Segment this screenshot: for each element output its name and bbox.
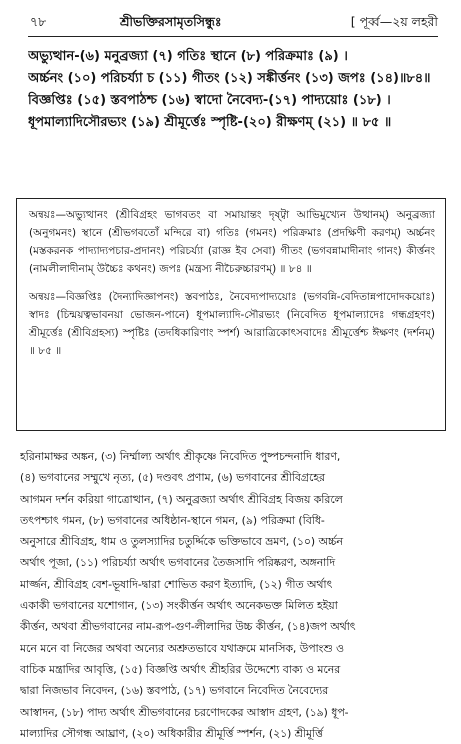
translation-text (20, 446, 444, 744)
verse-line: বিজ্ঞপ্তিঃ (১৫) স্তবপাঠশ্চ (১৬) স্বাদো নৈবেদ্য-(১৭) পাদ্যয়োঃ (১৮) । (28, 93, 391, 108)
translation-line: তৎপশ্চাৎ গমন, (৮) ভগবানের অধিষ্ঠান-স্থানে গমন, (৯) পরিক্রমা (বিধি- (20, 513, 325, 527)
verse-line: ধূপমাল্যাদিসৌরভ্যং (১৯) শ্রীমূর্ত্তেঃ স্পৃষ্টি-(২০) রীক্ষণম্ (২১) ॥ ৮৫ ॥ (28, 115, 392, 130)
verse-line: অর্চ্চনং (১০) পরিচর্য্যা চ (১১) গীতং (১২) সঙ্কীর্ত্তনং (১৩) জপঃ (১৪)॥৮৪॥ (28, 71, 431, 86)
page-header (30, 14, 438, 34)
translation-line: মনে মনে বা নিজের অথবা অন্যের অশ্রুতভাবে যথাক্রমে মানসিক, উপাংশু ও (20, 641, 344, 655)
commentary-paragraph: অন্বয়ঃ—অভ্যুত্থানং (শ্রীবিগ্রহং ভাগবতং বা সমায়ান্তং দৃষ্ট্বা আভিমুখ্যেন উত্থানম্) অনুব্রজ্যা (অনুগমনং) স্থানে (শ্রীভগবতোঁ মন্দিরে বা) গতিঃ (গমনং) পরিক্রমাঃ (প্রদক্ষিণী করণম্) অর্চ্চনং (মস্তকরনক পাদ্যাদ্যপচার-প্রদানং) পরিচর্য্যা (রাজ্ঞ ইব সেবা) গীতং (ভগবন্নামাদীনাং গানং) কীর্ত্তনং (নামলীলাদীনাম্ উচ্চৈঃ কথনং) জপঃ (মন্ত্রস্য নীচৈরুচ্চারণম্) ॥ ৮৪ ॥ (29, 209, 435, 275)
translation-line: মাল্যাদির সৌগন্ধ আঘ্রাণ, (২০) অধিকারীর শ্রীমূর্ত্তি স্পর্শন, (২১) শ্রীমূর্ত্তি (20, 726, 323, 740)
translation-line: অনুসারে শ্রীবিগ্রহ, ধাম ও তুলস্যাদির চতুর্দ্দিকে ভক্তিভাবে ভ্রমণ, (১০) অর্চ্চন (20, 535, 343, 549)
verse-block (28, 46, 440, 134)
translation-line: হরিনামাক্ষর অঙ্কন, (৩) নির্ম্মাল্য অর্থাৎ শ্রীকৃষ্ণে নিবেদিত পুষ্পচন্দনাদি ধারণ, (20, 450, 341, 463)
section-label: [ পূর্ব্ব—২য় লহরী (350, 14, 438, 29)
commentary-paragraph: অন্বয়ঃ—বিজ্ঞপ্তিঃ (দৈন্যাদিজ্ঞাপনং) স্তবপাঠঃ, নৈবেদ্যপাদ্যয়োঃ (ভগবন্নি-বেদিতান্নপাদোদকয়োঃ) স্বাদঃ (চিন্ময়ত্বভাবনয়া ভোজন-পানে) ধূপমাল্যাদি-সৌরভ্যং (নিবেদিত ধূপমাল্যাদেঃ গন্ধগ্রহণং) শ্রীমূর্ত্তেঃ (শ্রীবিগ্রহস্য) স্পৃষ্টিঃ (তদধিকারিণাং স্পর্শ) আরাত্রিকোৎসবাদেঃ শ্রীমূর্ত্তেশ্চ ঈক্ষণং (দর্শনম্) ॥ ৮৫ ॥ (29, 291, 435, 357)
translation-line: আস্বাদন, (১৮) পাদ্য অর্থাৎ শ্রীভগবানের চরণোদকের আস্বাদ গ্রহণ, (১৯) ধূপ- (20, 705, 349, 719)
page-number: ৭৮ (30, 14, 47, 29)
verse-line: অভ্যুত্থান-(৬) মনুব্রজ্যা (৭) গতিঃ স্থানে (৮) পরিক্রমাঃ (৯) । (28, 49, 348, 64)
translation-line: কীর্ত্তন, অথবা শ্রীভগবানের নাম-রূপ-গুণ-লীলাদির উচ্চ কীর্ত্তন, (১৪)জপ অর্থাৎ (20, 620, 356, 634)
translation-line: দ্বারা নিজভাব নিবেদন, (১৬) স্তবপাঠ, (১৭) ভগবানে নিবেদিত নৈবেদ্যের (20, 684, 329, 698)
translation-line: বাচিক মন্ত্রাদির আবৃত্তি, (১৫) বিজ্ঞপ্তি অর্থাৎ শ্রীহরির উদ্দেশ্যে বাক্য ও মনের (20, 662, 341, 676)
translation-line: একাকী ভগবানের যশোগান, (১৩) সংকীর্ত্তন অর্থাৎ অনেকভক্ত মিলিত হইয়া (20, 599, 338, 613)
translation-line: (৪) ভগবানের সম্মুখে নৃত্য, (৫) দণ্ডবৎ প্রণাম, (৬) ভগবানের শ্রীবিগ্রহের (20, 471, 325, 485)
running-title: শ্রীভক্তিরসামৃতসিন্ধুঃ (120, 14, 222, 29)
commentary-box (16, 198, 446, 431)
translation-line: মার্জ্জন, শ্রীবিগ্রহ বেশ-ভূষাদি-দ্বারা শোভিত করণ ইত্যাদি, (১২) গীত অর্থাৎ (20, 577, 333, 591)
header-rule (28, 36, 438, 37)
translation-line: অর্থাৎ পূজা, (১১) পরিচর্য্যা অর্থাৎ ভগবানের তৈজসাদি পরিষ্করণ, অঙ্গনাদি (20, 556, 336, 570)
translation-line: আগমন দর্শন করিয়া গাত্রোত্থান, (৭) অনুব্রজ্যা অর্থাৎ শ্রীবিগ্রহ বিজয় করিলে (20, 492, 343, 506)
